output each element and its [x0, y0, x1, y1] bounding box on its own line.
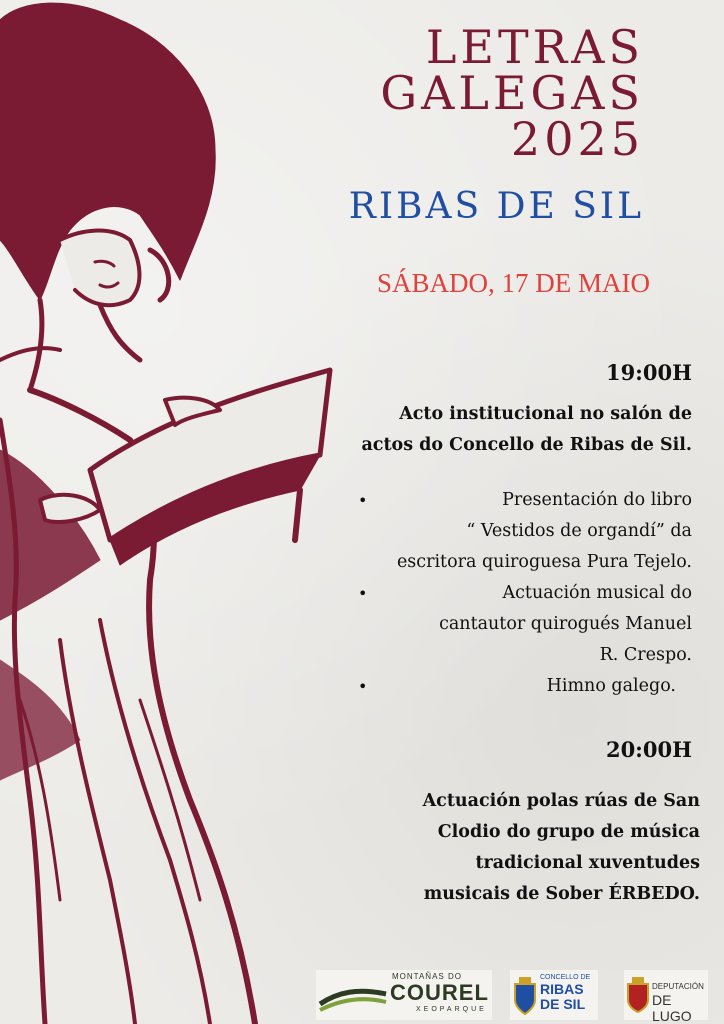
mountain-icon: [318, 974, 388, 1018]
list-item: [346, 578, 692, 671]
ribas-de-sil-logo: [510, 970, 598, 1020]
coat-of-arms-icon: [626, 976, 650, 1014]
bullet2-line-2: cantautor quirogués Manuel: [439, 614, 692, 634]
bullet1-line-3: escritora quiroguesa Pura Tejelo.: [396, 552, 692, 572]
event2-description-line-1: Actuación polas rúas de San: [422, 791, 700, 811]
bullet1-line-2: “ Vestidos de organdí” da: [466, 521, 692, 541]
ribas-logo-big: RIBAS DE SIL: [540, 981, 586, 1012]
place-name: RIBAS DE SIL: [348, 186, 644, 227]
event2-description: [423, 786, 700, 910]
event1-description-line-1: Acto institucional no salón de: [399, 404, 692, 424]
event-date: SÁBADO, 17 DE MAIO: [376, 268, 650, 298]
coat-of-arms-icon: [512, 976, 538, 1016]
bullet3-line-1: Himno galego.: [546, 676, 676, 696]
courel-logo: [316, 970, 492, 1020]
list-item: [346, 485, 692, 578]
woman-reading-illustration: [0, 0, 340, 1024]
title-line-2: GALEGAS: [380, 66, 644, 120]
lugo-logo-small: DEPUTACIÓN: [652, 982, 704, 991]
list-item: [346, 671, 692, 702]
title-line-1: LETRAS: [425, 20, 644, 74]
courel-logo-main: COUREL: [390, 980, 489, 1005]
courel-logo-sub: XEOPARQUE: [416, 1006, 487, 1013]
deputacion-lugo-logo: [624, 970, 708, 1024]
event2-description-line-2: Clodio do grupo de música: [437, 822, 700, 842]
bullet2-line-1: Actuación musical do: [502, 583, 692, 603]
title-line-3: 2025: [510, 112, 644, 166]
event-title: [304, 20, 644, 166]
ribas-logo-small: CONCELLO DE: [540, 974, 591, 981]
courel-logo-top: MONTAÑAS DO: [392, 972, 462, 981]
event1-time: 19:00H: [605, 360, 692, 385]
event1-description-line-2: actos do Concello de Ribas de Sil.: [361, 435, 692, 455]
event1-description: [361, 399, 692, 461]
bullet1-line-1: Presentación do libro: [502, 490, 692, 510]
sponsor-logos: [310, 964, 724, 1024]
event2-time: 20:00H: [605, 737, 692, 762]
event2-description-line-3: tradicional xuventudes: [475, 853, 700, 873]
lugo-logo-big: DE LUGO: [652, 992, 692, 1024]
event2-description-line-4: musicais de Sober ÉRBEDO.: [423, 884, 700, 904]
bullet-icon: •: [358, 491, 368, 510]
bullet-icon: •: [358, 584, 368, 603]
bullet2-line-3: R. Crespo.: [599, 645, 692, 665]
event1-bullet-list: [346, 485, 692, 702]
bullet-icon: •: [358, 677, 368, 696]
